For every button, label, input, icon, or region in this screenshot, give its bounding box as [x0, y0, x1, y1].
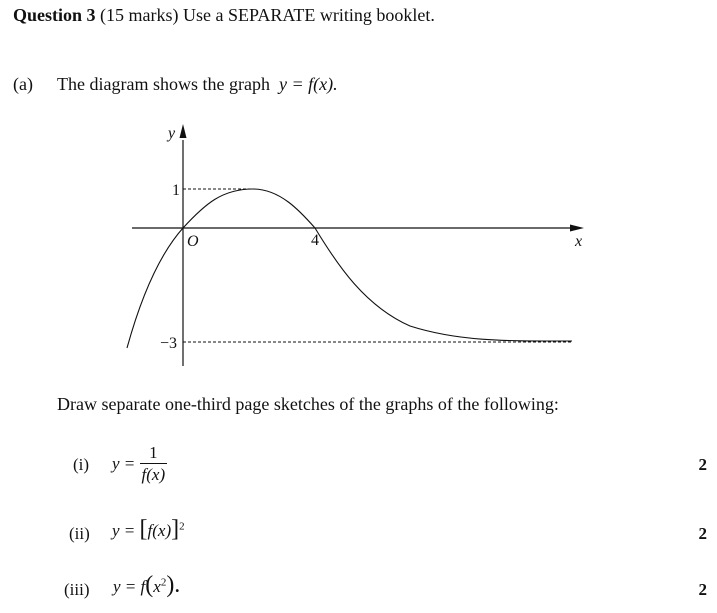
x-axis-label: x [575, 233, 583, 250]
subpart-iii-marks: 2 [698, 580, 707, 599]
part-a-description: The diagram shows the graph [57, 74, 270, 94]
part-a-text [57, 74, 338, 95]
subpart-iii-open-paren: ( [145, 572, 154, 598]
subpart-ii-lhs: y = [112, 521, 136, 540]
subpart-iii-function: f [140, 577, 146, 596]
subpart-iii-expression [113, 572, 180, 599]
instruction-text: Draw separate one-third page sketches of the graphs of the following: [57, 394, 559, 414]
function-graph [110, 116, 590, 378]
subpart-ii-label: (ii) [69, 524, 90, 543]
x-axis-arrow [570, 225, 584, 232]
subpart-iii-exponent: 2 [160, 576, 167, 589]
subpart-iii-inner: x [153, 577, 161, 596]
subpart-i-label: (i) [73, 455, 90, 474]
subpart-iii-lhs: y = [113, 577, 137, 596]
subpart-i-marks: 2 [698, 455, 707, 474]
subpart-i-lhs: y = [112, 454, 136, 473]
question-instructions: (15 marks) Use a SEPARATE writing booklet. [100, 5, 435, 25]
y-axis-arrow [180, 124, 187, 138]
subpart-ii-inner: f(x) [147, 521, 172, 540]
subpart-ii-exponent: 2 [179, 520, 185, 533]
min-value-label: −3 [160, 335, 178, 352]
max-value-label: 1 [172, 182, 180, 199]
subpart-i-fraction [140, 443, 168, 485]
y-axis-label: y [168, 125, 176, 142]
subpart-i-numerator: 1 [149, 443, 158, 462]
subpart-ii-open-bracket: [ [139, 516, 148, 542]
subpart-i-denominator: f(x) [141, 465, 166, 484]
subpart-i-expression [112, 443, 167, 485]
subpart-iii-close-paren: ). [166, 572, 181, 598]
function-curve [127, 189, 572, 348]
question-heading [13, 5, 435, 26]
question-number: Question 3 [13, 5, 96, 25]
subpart-iii-label: (iii) [64, 580, 90, 599]
subpart-ii-marks: 2 [698, 524, 707, 543]
subpart-ii-expression [112, 516, 185, 543]
origin-label: O [187, 233, 199, 250]
root-label: 4 [311, 232, 319, 249]
part-a-label: (a) [13, 74, 33, 94]
subpart-ii-close-bracket: ] [171, 516, 180, 542]
part-a-equation: y = f(x). [278, 74, 338, 94]
